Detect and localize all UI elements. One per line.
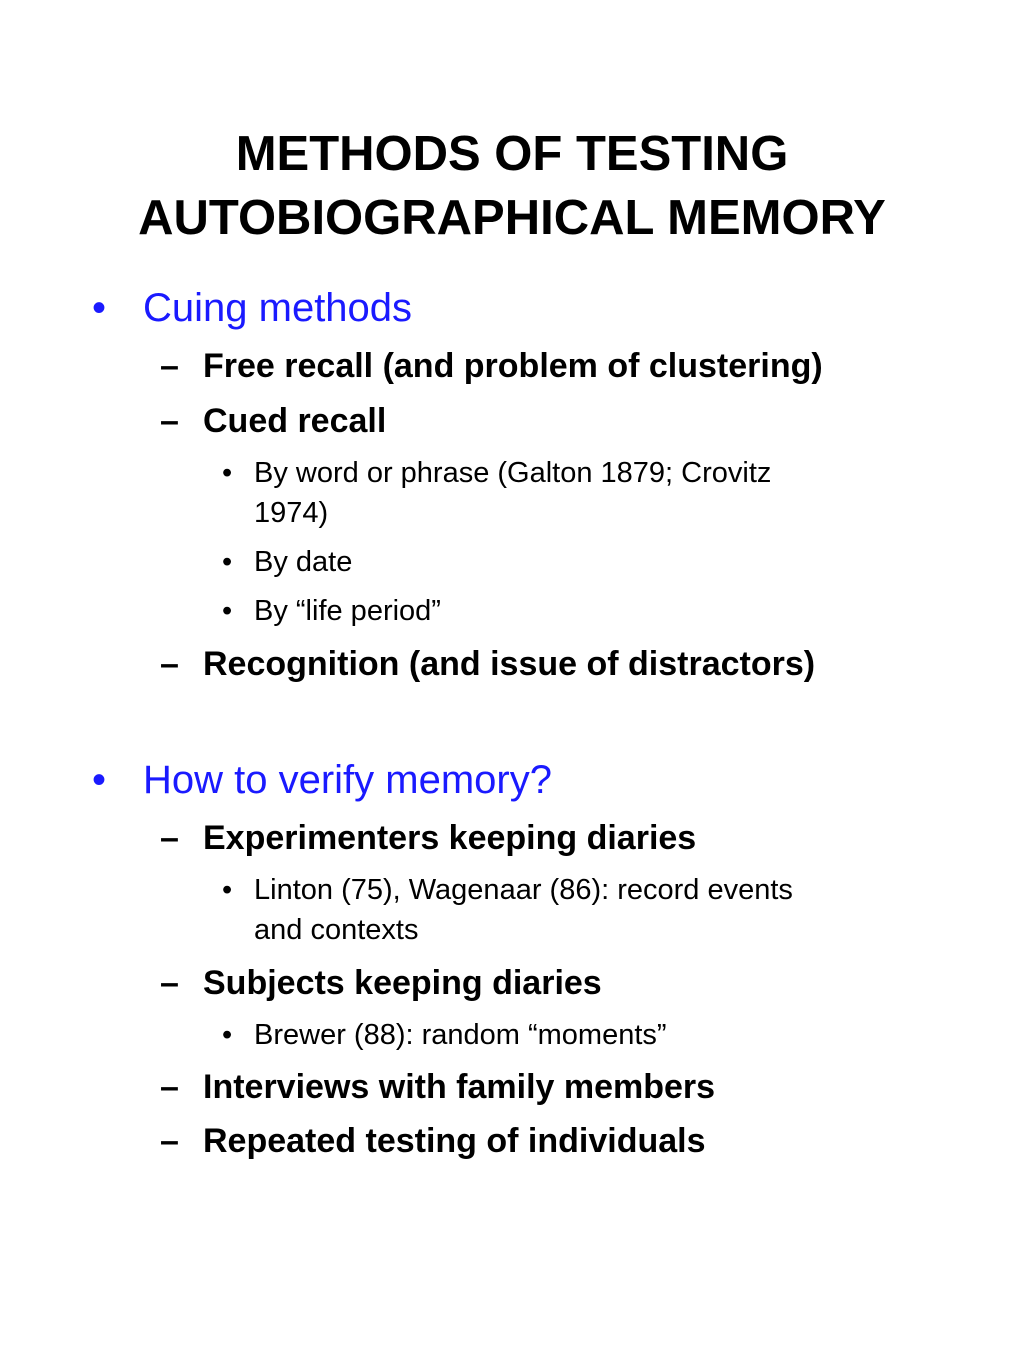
- sub-item-text: Brewer (88): random “moments”: [254, 1019, 667, 1051]
- bullet-glyph: •: [92, 758, 107, 802]
- dash-glyph: –: [160, 402, 179, 440]
- bullet-glyph: •: [222, 1019, 233, 1051]
- bullet-glyph: •: [222, 874, 233, 906]
- sub-item-by-life-period: [222, 595, 441, 628]
- sub-item-text: By date: [254, 546, 353, 578]
- sub-item-linton-wagenaar-continuation: [254, 914, 418, 947]
- section-heading-cuing-methods: [92, 286, 412, 331]
- section-heading-text: Cuing methods: [143, 286, 413, 330]
- list-item-text: Free recall (and problem of clustering): [203, 347, 823, 385]
- dash-glyph: –: [160, 347, 179, 385]
- bullet-glyph: •: [92, 286, 107, 330]
- list-item-text: Interviews with family members: [203, 1068, 716, 1106]
- list-item-interviews: [160, 1068, 715, 1107]
- section-heading-verify-memory: [92, 758, 552, 803]
- list-item-recognition: [160, 645, 815, 684]
- dash-glyph: –: [160, 819, 179, 857]
- sub-item-text: By “life period”: [254, 595, 441, 627]
- sub-item-linton-wagenaar: [222, 874, 793, 907]
- dash-glyph: –: [160, 1068, 179, 1106]
- sub-item-by-word: [222, 457, 771, 490]
- dash-glyph: –: [160, 1122, 179, 1160]
- sub-item-text-line-1: Linton (75), Wagenaar (86): record events: [254, 874, 793, 906]
- list-item-text: Cued recall: [203, 402, 387, 440]
- title-line-2: AUTOBIOGRAPHICAL MEMORY: [138, 191, 886, 245]
- bullet-glyph: •: [222, 546, 233, 578]
- section-heading-text: How to verify memory?: [143, 758, 552, 802]
- list-item-repeated-testing: [160, 1122, 706, 1161]
- bullet-glyph: •: [222, 595, 233, 627]
- title-line-1: METHODS OF TESTING: [235, 127, 789, 181]
- dash-glyph: –: [160, 964, 179, 1002]
- sub-item-by-word-continuation: [254, 497, 328, 530]
- list-item-cued-recall: [160, 402, 386, 441]
- list-item-text: Experimenters keeping diaries: [203, 819, 697, 857]
- dash-glyph: –: [160, 645, 179, 683]
- sub-item-text-line-2: 1974): [254, 497, 329, 529]
- list-item-text: Subjects keeping diaries: [203, 964, 602, 1002]
- sub-item-text-line-1: By word or phrase (Galton 1879; Crovitz: [254, 457, 772, 489]
- list-item-experimenters-diaries: [160, 819, 696, 858]
- sub-item-text-line-2: and contexts: [254, 914, 419, 946]
- sub-item-brewer: [222, 1019, 667, 1052]
- sub-item-by-date: [222, 546, 352, 579]
- list-item-text: Repeated testing of individuals: [203, 1122, 706, 1160]
- list-item-free-recall: [160, 347, 823, 386]
- slide-title: [0, 122, 1024, 250]
- list-item-text: Recognition (and issue of distractors): [203, 645, 816, 683]
- list-item-subjects-diaries: [160, 964, 602, 1003]
- bullet-glyph: •: [222, 457, 233, 489]
